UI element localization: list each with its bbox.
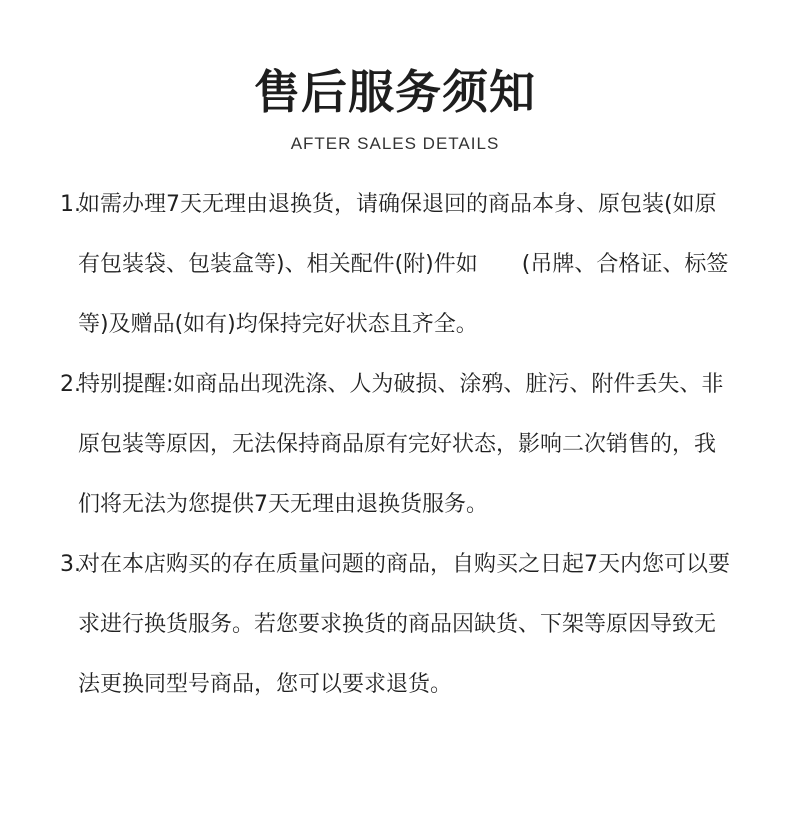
page-subtitle: AFTER SALES DETAILS	[290, 134, 500, 153]
notice-item-2	[60, 355, 730, 535]
notice-number: 3.	[60, 552, 81, 577]
notice-list	[60, 175, 730, 715]
notice-item-1	[60, 175, 730, 355]
notice-text: 对在本店购买的存在质量问题的商品，自购买之日起7天内您可以要求进行换货服务。若您要求换货的商品因缺货、下架等原因导致无法更换同型号商品，您可以要求退货。	[78, 552, 730, 697]
notice-number: 2.	[60, 372, 81, 397]
notice-number: 1.	[60, 192, 81, 217]
notice-text: 如需办理7天无理由退换货，请确保退回的商品本身、原包装(如原有包装袋、包装盒等)、相关配件(附)件如 (吊牌、合格证、标签等)及赠品(如有)均保持完好状态且齐全。	[78, 192, 729, 337]
notice-item-3	[60, 535, 730, 715]
page-title: 售后服务须知	[254, 65, 536, 119]
notice-text: 特别提醒:如商品出现洗涤、人为破损、涂鸦、脏污、附件丢失、非原包装等原因，无法保持商品原有完好状态，影响二次销售的，我们将无法为您提供7天无理由退换货服务。	[78, 372, 724, 517]
